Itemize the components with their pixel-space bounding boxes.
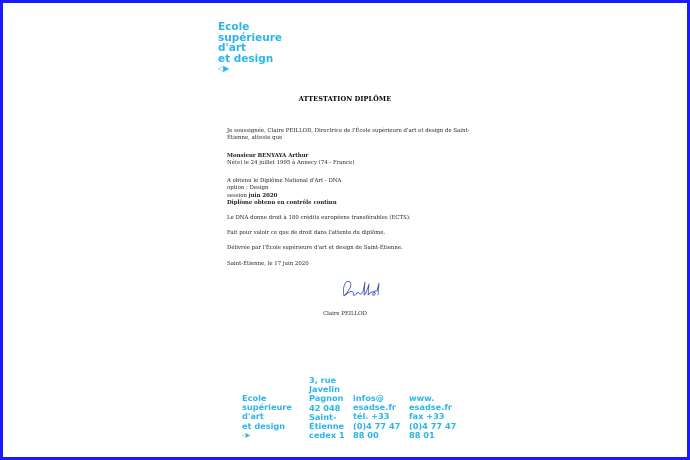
footer-fax: (0)4 77 47 [409,420,457,431]
birth-info: Né(e) le 24 juillet 1995 à Annecy (74 - France) [227,160,355,167]
footer-email: esadse.fr [353,402,396,413]
footer-phone: 88 00 [353,429,379,440]
footer-address-line: Pagnon [309,393,344,404]
recipient-block [227,153,477,168]
diploma-line [227,178,477,185]
diploma-name: Diplôme National d'Art - DNA [259,178,342,184]
footer-school-line: supérieure [242,402,292,413]
school-logo [218,22,282,73]
footer-address-line: Saint- [309,411,337,422]
footer-school-line: d'art [242,411,264,422]
purpose-statement: Fait pour valoir ce que de droit dans l'attente du diplôme. [227,230,386,236]
issuer-statement: Délivrée par l'École supérieure d'art et design de Saint-Étienne. [227,245,403,251]
footer-email: infos@ [353,393,384,403]
document-title: ATTESTATION DIPLÔME [298,95,392,103]
session-prefix: session [227,192,249,199]
footer-address [309,376,345,440]
logo-arrows-icon: ◁▶ [218,64,229,73]
intro-paragraph [227,128,477,143]
signature-image [338,276,384,302]
footer-school [242,394,292,440]
footer-address-line: cedex 1 [309,430,345,441]
place-date: Saint-Étienne, le 17 juin 2020 [227,261,309,267]
footer-address-line: Étienne [309,421,345,432]
footer-school-line: Ecole [242,393,267,403]
footer-address-line: 3, rue [309,375,337,385]
footer-website: www. [409,393,435,403]
recipient-name: Monsieur BENYAYA Arthur [227,153,309,159]
session-value: juin 2020 [248,192,278,199]
footer-phone: tél. +33 [353,411,390,422]
footer-address-line: Javelin [309,384,340,395]
diploma-block [227,178,477,208]
footer-address-line: 42 048 [309,402,341,413]
footer-web [409,394,456,440]
intro-line: Étienne, atteste que [227,135,283,142]
footer-fax: 88 01 [409,429,435,440]
credits-statement: Le DNA donne droit à 180 crédits européens transférables (ECTS). [227,215,411,221]
diploma-mode: Diplôme obtenu en contrôle continu [227,200,337,207]
intro-line: Je soussignée, Claire PEILLOD, Directrice de l'École supérieure d'art et design de Saint- [227,128,470,134]
obtained-prefix: A obtenu le [227,178,260,184]
footer-fax: fax +33 [409,411,445,422]
footer-arrows-icon: ◁▶ [242,431,250,439]
signer-name: Claire PEILLOD [323,311,367,317]
logo-line: Ecole [218,21,250,33]
diploma-option: option : Design [227,185,269,192]
logo-line: d'art [218,42,247,54]
footer-contact [353,394,400,440]
logo-line: supérieure [218,31,283,44]
footer-phone: (0)4 77 47 [353,420,401,431]
logo-line: et design [218,52,274,65]
footer-website: esadse.fr [409,402,452,413]
footer-school-line: et design [242,420,286,431]
